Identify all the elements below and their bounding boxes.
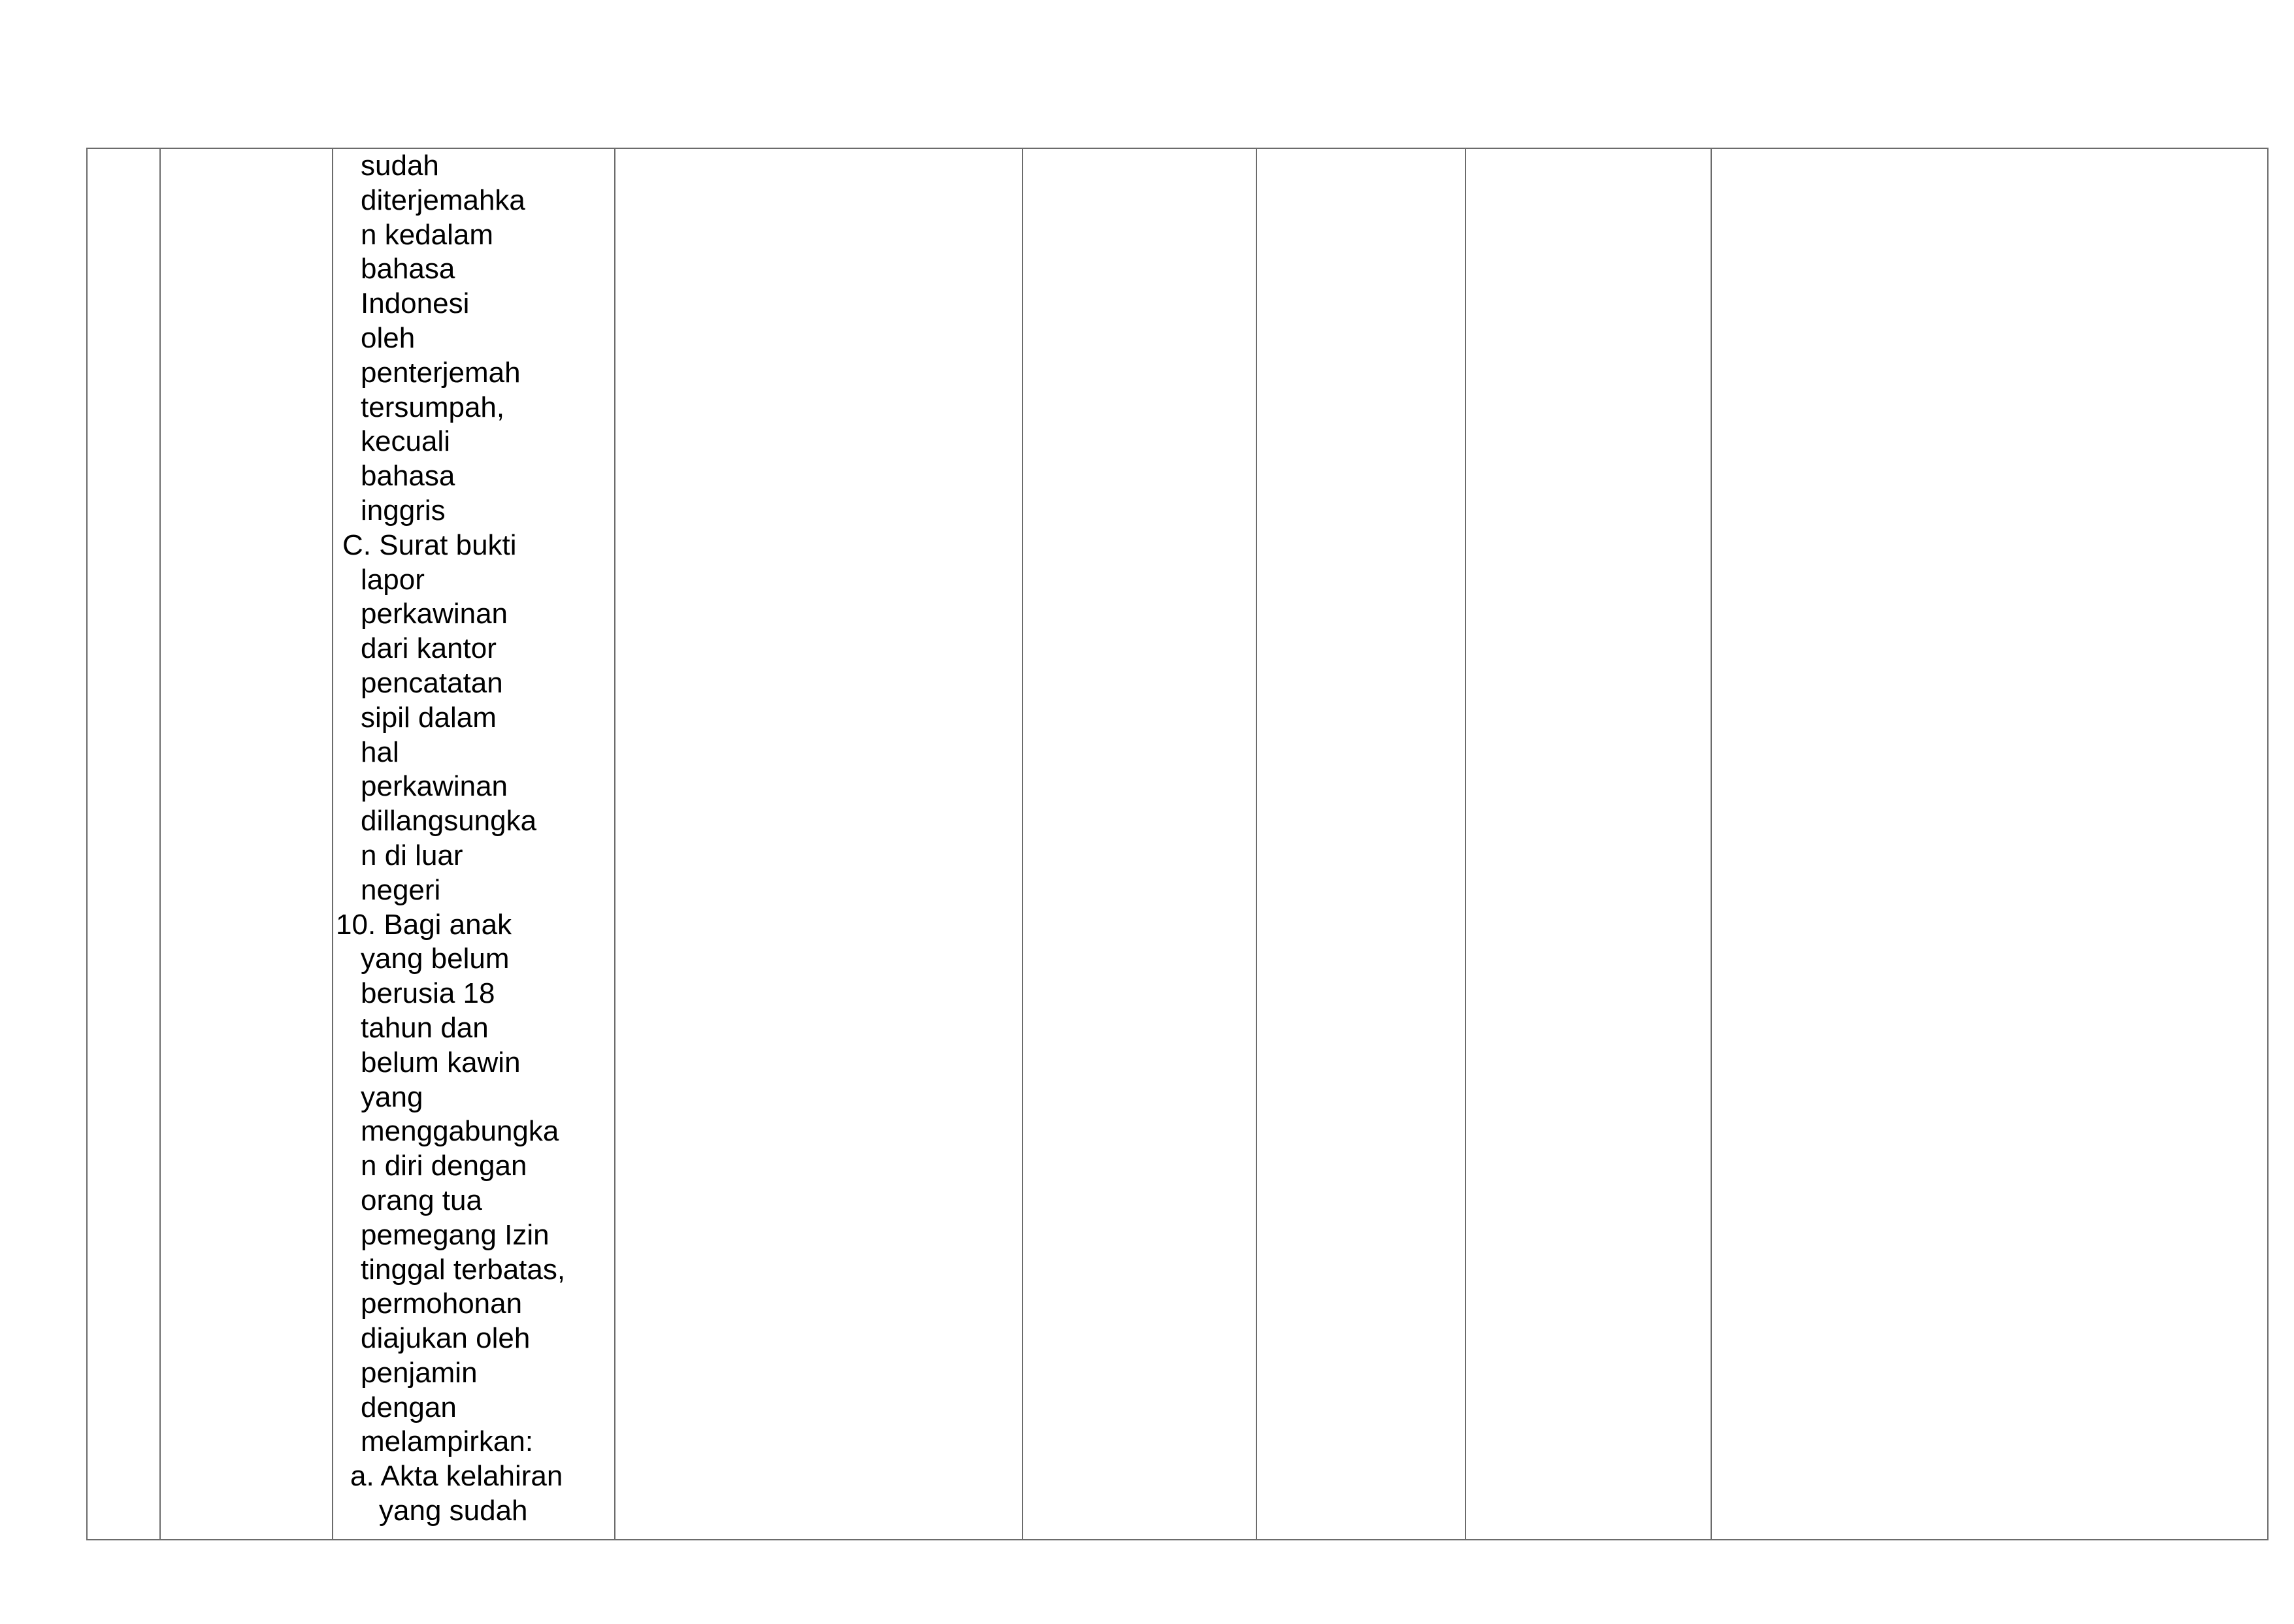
list-marker-10: 10. Bagi anak (336, 908, 512, 941)
text-line: Indonesi (361, 287, 470, 320)
text-line: negeri (361, 873, 441, 906)
list-marker-a: a. Akta kelahiran (350, 1460, 563, 1493)
table-cell-col5 (1023, 148, 1256, 1540)
text-line: yang sudah (379, 1495, 528, 1527)
text-line: lapor (361, 563, 425, 596)
text-line: n kedalam (361, 218, 494, 251)
text-line: penterjemah (361, 356, 521, 389)
text-line: tahun dan (361, 1011, 489, 1044)
text-line: n diri dengan (361, 1150, 527, 1182)
text-line: yang (361, 1080, 423, 1113)
text-line: bahasa (361, 460, 455, 493)
text-line: permohonan (361, 1288, 523, 1320)
text-line: orang tua (361, 1184, 482, 1216)
text-line: kecuali (361, 425, 450, 458)
text-line: inggris (361, 494, 446, 527)
list-marker-c: C. Surat bukti (342, 528, 517, 561)
text-line: dengan (361, 1391, 457, 1423)
text-line: menggabungka (361, 1115, 559, 1148)
text-line: sudah (361, 150, 439, 182)
text-line: tersumpah, (361, 391, 505, 423)
text-line: perkawinan (361, 598, 508, 630)
text-line: diajukan oleh (361, 1322, 531, 1355)
text-line: n di luar (361, 839, 463, 871)
requirements-table (86, 148, 2269, 1540)
table-cell-col6 (1256, 148, 1466, 1540)
table-cell-requirements (333, 148, 615, 1540)
text-line: hal (361, 736, 399, 768)
text-line: diterjemahka (361, 184, 525, 216)
table-cell-col4 (615, 148, 1023, 1540)
text-line: tinggal terbatas, (361, 1253, 566, 1286)
text-line: pemegang Izin (361, 1218, 549, 1251)
text-line: belum kawin (361, 1046, 521, 1079)
text-line: oleh (361, 321, 416, 354)
table-cell-col8 (1711, 148, 2268, 1540)
text-line: sipil dalam (361, 701, 497, 734)
table-cell-col7 (1466, 148, 1711, 1540)
text-line: penjamin (361, 1356, 478, 1389)
table-row (87, 148, 2268, 1540)
text-line: yang belum (361, 943, 510, 975)
text-line: pencatatan (361, 666, 503, 699)
requirements-text (333, 149, 614, 1529)
text-line: dari kantor (361, 632, 497, 665)
table-cell-number (87, 148, 160, 1540)
text-line: perkawinan (361, 770, 508, 803)
table-cell-service (160, 148, 333, 1540)
text-line: bahasa (361, 253, 455, 285)
text-line: dillangsungka (361, 805, 537, 837)
text-line: berusia 18 (361, 977, 495, 1010)
text-line: melampirkan: (361, 1425, 534, 1458)
